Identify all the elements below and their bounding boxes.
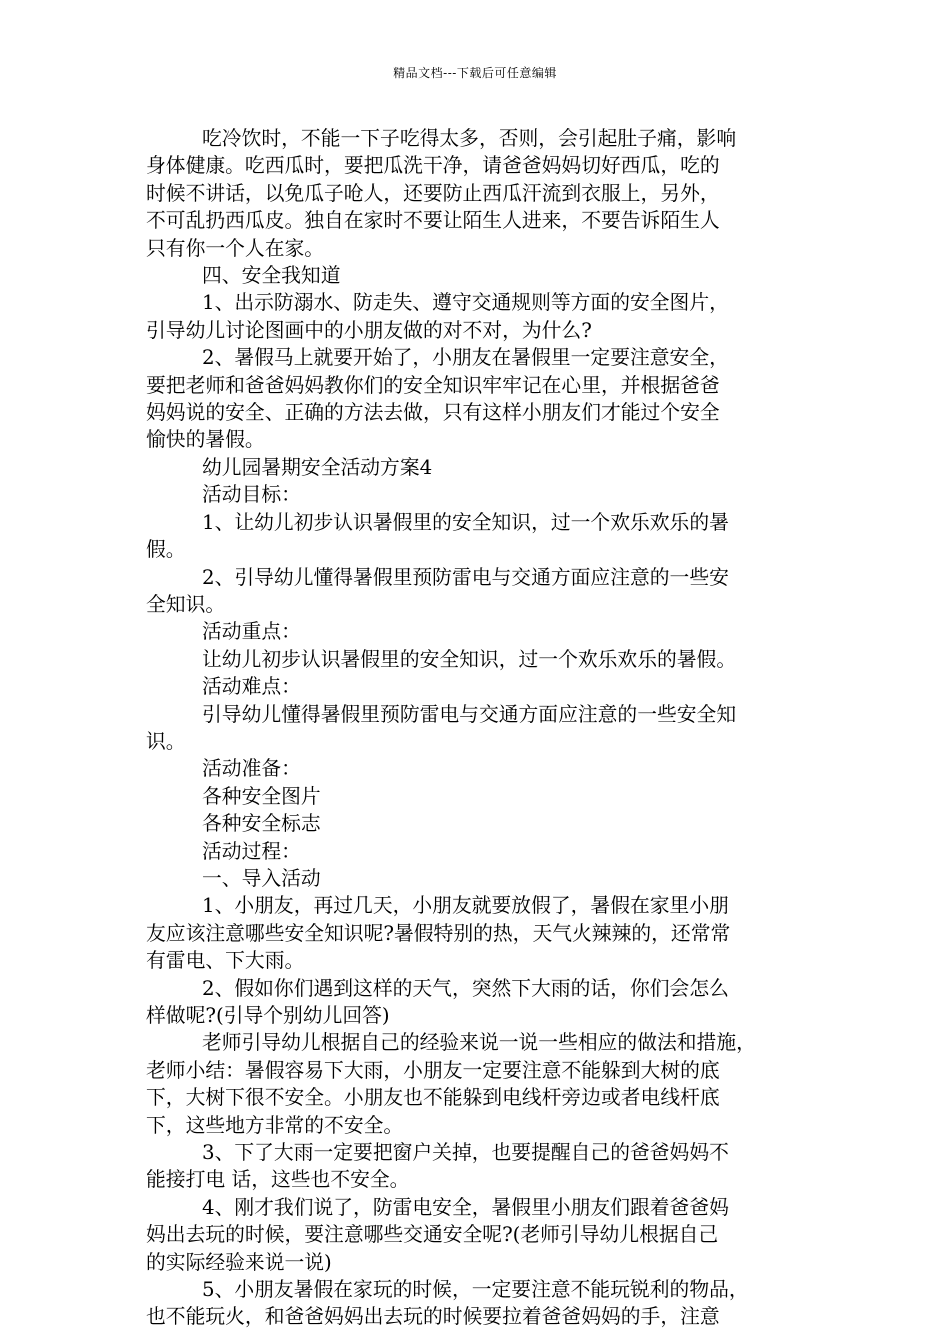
text-line: 妈出去玩的时候，要注意哪些交通安全呢?(老师引导幼儿根据自己 [146,1223,719,1247]
text-line: 活动过程： [202,839,301,863]
text-line: 假。 [146,538,186,562]
text-line: 不可乱扔西瓜皮。独自在家时不要让陌生人进来，不要告诉陌生人 [146,209,720,233]
text-line: 老师小结：暑假容易下大雨，小朋友一定要注意不能躲到大树的底 [146,1058,720,1082]
paragraph [146,1276,810,1331]
paragraph [146,865,810,892]
text-line: 样做呢?(引导个别幼儿回答) [146,1004,390,1027]
text-line: 5、小朋友暑假在家玩的时候，一定要注意不能玩锐利的物品， [202,1278,749,1302]
text-line: 活动目标： [202,483,301,507]
paragraph [146,1029,810,1139]
text-line: 的实际经验来说一说) [146,1250,332,1274]
text-line: 友应该注意哪些安全知识呢?暑假特别的热，天气火辣辣的，还常常 [146,921,731,945]
paragraph [146,564,810,619]
text-line: 2、假如你们遇到这样的天气，突然下大雨的话，你们会怎么 [202,976,729,1000]
text-line: 3、下了大雨一定要把窗户关掉，也要提醒自己的爸爸妈妈不 [202,1141,729,1165]
text-line: 1、小朋友，再过几天，小朋友就要放假了，暑假在家里小朋 [202,894,729,918]
paragraph [146,344,810,454]
text-line: 引导幼儿讨论图画中的小朋友做的对不对，为什么? [146,318,592,342]
text-line: 幼儿园暑期安全活动方案4 [202,455,433,479]
text-line: 下，这些地方非常的不安全。 [146,1113,404,1137]
paragraph [146,454,810,481]
text-line: 全知识。 [146,592,226,616]
page-header: 精品文档---下载后可任意编辑 [393,66,557,80]
paragraph [146,838,810,865]
text-line: 时候不讲话，以免瓜子呛人，还要防止西瓜汗流到衣服上，另外， [146,181,720,205]
text-line: 下，大树下很不安全。小朋友也不能躲到电线杆旁边或者电线杆底 [146,1086,720,1110]
text-line: 妈妈说的安全、正确的方法去做，只有这样小朋友们才能过个安全 [146,401,720,425]
paragraph [146,125,810,262]
text-line: 2、引导幼儿懂得暑假里预防雷电与交通方面应注意的一些安 [202,565,729,589]
paragraph [146,1194,810,1276]
paragraph [146,646,810,673]
text-line: 能接打电 话，这些也不安全。 [146,1168,410,1192]
paragraph [146,618,810,645]
text-line: 只有你一个人在家。 [146,236,325,260]
paragraph [146,783,810,810]
paragraph [146,975,810,1030]
text-line: 各种安全图片 [202,784,321,808]
paragraph [146,1139,810,1194]
text-line: 要把老师和爸爸妈妈教你们的安全知识牢牢记在心里，并根据爸爸 [146,373,720,397]
text-line: 有雷电、下大雨。 [146,949,305,973]
paragraph [146,810,810,837]
text-line: 身体健康。吃西瓜时，要把瓜洗干净，请爸爸妈妈切好西瓜，吃的 [146,154,720,178]
text-line: 活动准备： [202,757,301,781]
text-line: 识。 [146,729,186,753]
text-line: 2、暑假马上就要开始了，小朋友在暑假里一定要注意安全， [202,346,729,370]
paragraph [146,892,810,974]
text-line: 各种安全标志 [202,812,321,836]
text-line: 活动难点： [202,675,301,699]
text-line: 也不能玩火，和爸爸妈妈出去玩的时候要拉着爸爸妈妈的手，注意 [146,1305,720,1329]
paragraph [146,755,810,782]
text-line: 愉快的暑假。 [146,428,265,452]
paragraph [146,262,810,289]
paragraph [146,289,810,344]
text-line: 1、出示防溺水、防走失、遵守交通规则等方面的安全图片， [202,291,729,315]
text-line: 4、刚才我们说了，防雷电安全，暑假里小朋友们跟着爸爸妈 [202,1195,729,1219]
paragraph [146,481,810,508]
paragraph [146,673,810,700]
text-line: 一、导入活动 [202,866,321,890]
text-line: 1、让幼儿初步认识暑假里的安全知识，过一个欢乐欢乐的暑 [202,510,729,534]
document-body [146,125,810,1331]
paragraph [146,701,810,756]
text-line: 引导幼儿懂得暑假里预防雷电与交通方面应注意的一些安全知 [202,702,737,726]
text-line: 吃冷饮时，不能一下子吃得太多，否则，会引起肚子痛，影响 [202,127,737,150]
text-line: 老师引导幼儿根据自己的经验来说一说一些相应的做法和措施， [202,1031,756,1055]
paragraph [146,509,810,564]
text-line: 活动重点： [202,620,301,644]
text-line: 四、安全我知道 [202,264,341,288]
text-line: 让幼儿初步认识暑假里的安全知识，过一个欢乐欢乐的暑假。 [202,647,737,671]
